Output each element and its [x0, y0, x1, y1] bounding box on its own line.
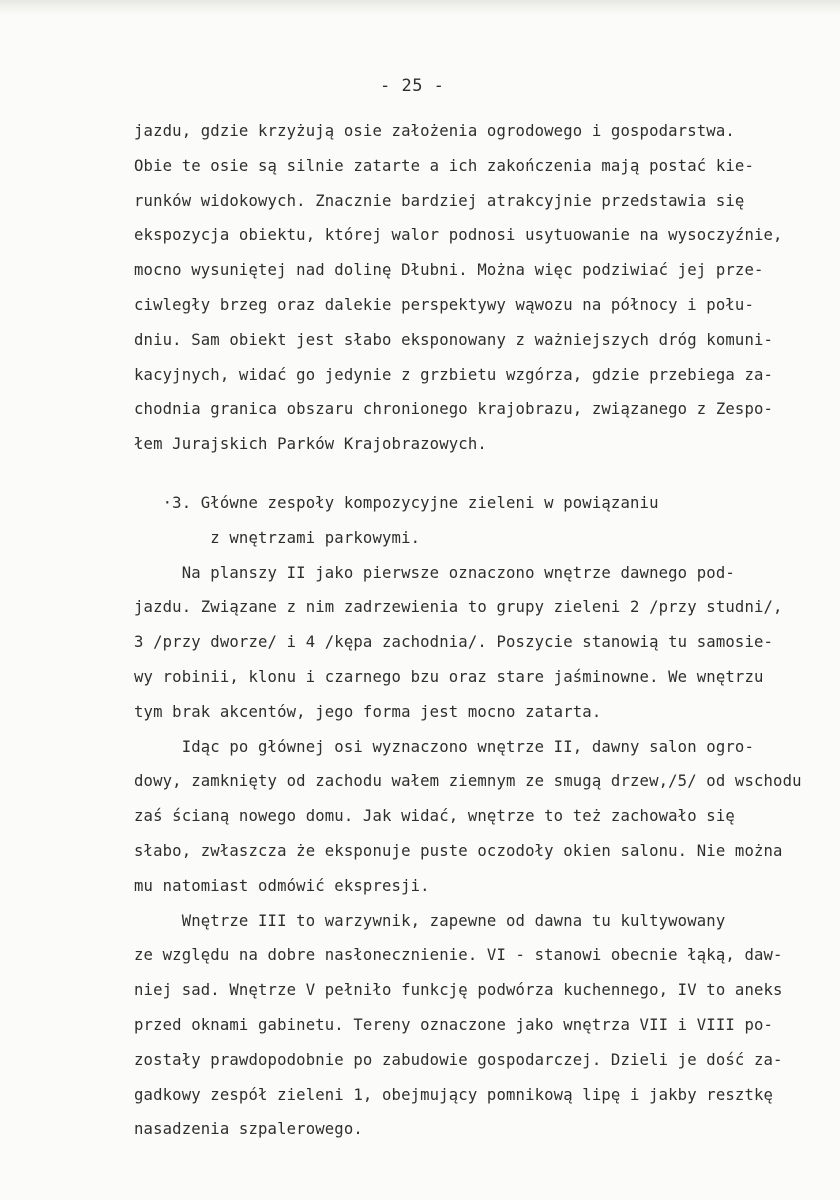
document-body	[134, 114, 824, 1147]
text-line: Wnętrze III to warzywnik, zapewne od dawna tu kultywowany	[134, 911, 726, 930]
text-line: Idąc po głównej osi wyznaczono wnętrze II, dawny salon ogro-	[134, 737, 754, 756]
text-line: zostały prawdopodobnie po zabudowie gospodarczej. Dzieli je dość za-	[134, 1050, 783, 1069]
text-line: gadkowy zespół zieleni 1, obejmujący pomnikową lipę i jakby resztkę	[134, 1085, 774, 1104]
text-line: chodnia granica obszaru chronionego krajobrazu, związanego z Zespo-	[134, 400, 774, 419]
text-line: Na planszy II jako pierwsze oznaczono wnętrze dawnego pod-	[134, 563, 735, 582]
text-line: dowy, zamknięty od zachodu wałem ziemnym ze smugą drzew,/5/ od wschodu	[134, 772, 802, 791]
blank-line	[134, 462, 824, 486]
text-line: słabo, zwłaszcza że eksponuje puste oczodoły okien salonu. Nie można	[134, 841, 783, 860]
text-line: mu natomiast odmówić ekspresji.	[134, 876, 430, 895]
text-line: tym brak akcentów, jego forma jest mocno zatarta.	[134, 702, 602, 721]
page-number: - 25 -	[380, 76, 445, 96]
text-line: runków widokowych. Znacznie bardziej atrakcyjnie przedstawia się	[134, 191, 745, 210]
text-line: 3 /przy dworze/ i 4 /kępa zachodnia/. Poszycie stanowią tu samosie-	[134, 633, 774, 652]
text-line: jazdu. Związane z nim zadrzewienia to grupy zieleni 2 /przy studni/,	[134, 598, 783, 617]
text-line: kacyjnych, widać go jedynie z grzbietu wzgórza, gdzie przebiega za-	[134, 365, 774, 384]
text-line: ciwległy brzeg oraz dalekie perspektywy wąwozu na północy i połu-	[134, 295, 754, 314]
section-heading: ·3. Główne zespoły kompozycyjne zieleni w powiązaniu	[134, 493, 659, 512]
text-line: Obie te osie są silnie zatarte a ich zakończenia mają postać kie-	[134, 156, 754, 175]
text-line: jazdu, gdzie krzyżują osie założenia ogrodowego i gospodarstwa.	[134, 122, 735, 140]
text-line: zaś ścianą nowego domu. Jak widać, wnętrze to też zachowało się	[134, 807, 735, 826]
text-line: niej sad. Wnętrze V pełniło funkcję podwórza kuchennego, IV to aneks	[134, 981, 783, 1000]
scan-top-edge	[0, 0, 840, 16]
section-heading-continued: z wnętrzami parkowymi.	[134, 528, 421, 547]
text-line: przed oknami gabinetu. Tereny oznaczone jako wnętrza VII i VIII po-	[134, 1015, 774, 1034]
text-line: ze względu na dobre nasłonecznienie. VI - stanowi obecnie łąką, daw-	[134, 946, 783, 965]
text-line: dniu. Sam obiekt jest słabo eksponowany z ważniejszych dróg komuni-	[134, 330, 774, 349]
text-line: ekspozycja obiektu, której walor podnosi usytuowanie na wysoczyźnie,	[134, 226, 783, 245]
text-line: mocno wysuniętej nad dolinę Dłubni. Można więc podziwiać jej prze-	[134, 261, 764, 280]
text-line: łem Jurajskich Parków Krajobrazowych.	[134, 435, 487, 454]
text-line: wy robinii, klonu i czarnego bzu oraz stare jaśminowne. We wnętrzu	[134, 667, 764, 686]
text-line: nasadzenia szpalerowego.	[134, 1120, 363, 1139]
